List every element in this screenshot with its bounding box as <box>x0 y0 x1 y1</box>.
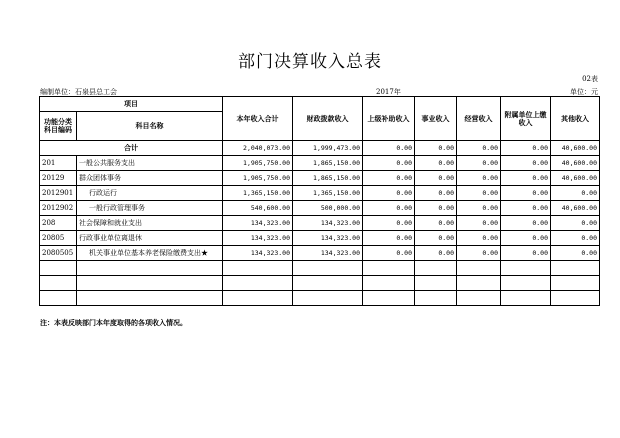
row-code: 20805 <box>40 231 77 246</box>
empty-cell <box>223 291 293 306</box>
row-value: 1,365,150.00 <box>293 186 363 201</box>
row-value: 0.00 <box>457 171 501 186</box>
form-number: 02表 <box>582 75 598 83</box>
row-value: 0.00 <box>457 246 501 261</box>
row-value: 0.00 <box>551 186 600 201</box>
row-value: 0.00 <box>501 231 551 246</box>
header-affiliated: 附属单位上缴收入 <box>501 97 551 141</box>
row-value: 0.00 <box>363 201 415 216</box>
empty-cell <box>77 276 223 291</box>
row-name: 行政事业单位离退休 <box>77 231 223 246</box>
row-value: 0.00 <box>415 216 457 231</box>
row-value: 134,323.00 <box>223 216 293 231</box>
row-code: 208 <box>40 216 77 231</box>
row-value: 0.00 <box>501 216 551 231</box>
footnote: 注：本表反映部门本年度取得的各项收入情况。 <box>40 318 187 327</box>
row-value: 500,000.00 <box>293 201 363 216</box>
header-operating: 经营收入 <box>457 97 501 141</box>
empty-cell <box>293 291 363 306</box>
row-value: 0.00 <box>457 201 501 216</box>
empty-cell <box>415 276 457 291</box>
header-project: 项目 <box>40 97 223 112</box>
row-value: 0.00 <box>363 216 415 231</box>
row-value: 1,865,150.00 <box>293 171 363 186</box>
row-value: 40,600.00 <box>551 171 600 186</box>
total-value: 40,600.00 <box>551 141 600 156</box>
empty-cell <box>77 261 223 276</box>
header-other: 其他收入 <box>551 97 600 141</box>
row-value: 0.00 <box>501 171 551 186</box>
row-code: 2012901 <box>40 186 77 201</box>
empty-cell <box>501 261 551 276</box>
header-subject-name: 科目名称 <box>77 112 223 141</box>
row-code: 2080505 <box>40 246 77 261</box>
row-value: 0.00 <box>363 231 415 246</box>
total-value: 0.00 <box>501 141 551 156</box>
row-code: 2012902 <box>40 201 77 216</box>
currency-unit: 单位：元 <box>570 88 598 96</box>
row-code: 20129 <box>40 171 77 186</box>
empty-cell <box>363 261 415 276</box>
row-value: 1,905,750.00 <box>223 156 293 171</box>
row-value: 0.00 <box>457 216 501 231</box>
row-value: 0.00 <box>415 171 457 186</box>
empty-cell <box>40 261 77 276</box>
row-value: 540,600.00 <box>223 201 293 216</box>
empty-cell <box>293 276 363 291</box>
row-name: 行政运行 <box>77 186 223 201</box>
empty-cell <box>40 291 77 306</box>
row-name: 机关事业单位基本养老保险缴费支出★ <box>77 246 223 261</box>
row-value: 0.00 <box>551 216 600 231</box>
empty-cell <box>77 291 223 306</box>
row-value: 0.00 <box>363 171 415 186</box>
row-value: 0.00 <box>415 246 457 261</box>
row-value: 134,323.00 <box>223 246 293 261</box>
empty-cell <box>501 291 551 306</box>
empty-cell <box>415 261 457 276</box>
empty-cell <box>223 276 293 291</box>
row-value: 0.00 <box>501 246 551 261</box>
header-business: 事业收入 <box>415 97 457 141</box>
total-value: 1,999,473.00 <box>293 141 363 156</box>
header-total-income: 本年收入合计 <box>223 97 293 141</box>
row-value: 0.00 <box>415 186 457 201</box>
table-row <box>40 201 600 216</box>
row-value: 0.00 <box>363 246 415 261</box>
row-value: 0.00 <box>501 156 551 171</box>
empty-row <box>40 276 600 291</box>
empty-cell <box>363 291 415 306</box>
empty-row <box>40 291 600 306</box>
row-name: 一般行政管理事务 <box>77 201 223 216</box>
total-value: 0.00 <box>457 141 501 156</box>
empty-cell <box>223 261 293 276</box>
row-value: 0.00 <box>457 186 501 201</box>
row-value: 1,905,750.00 <box>223 171 293 186</box>
row-value: 1,365,150.00 <box>223 186 293 201</box>
row-value: 0.00 <box>457 231 501 246</box>
empty-cell <box>457 261 501 276</box>
row-value: 134,323.00 <box>223 231 293 246</box>
row-name: 群众团体事务 <box>77 171 223 186</box>
empty-cell <box>551 276 600 291</box>
row-value: 0.00 <box>415 201 457 216</box>
empty-row <box>40 261 600 276</box>
table-row <box>40 171 600 186</box>
row-name: 一般公共服务支出 <box>77 156 223 171</box>
empty-cell <box>551 291 600 306</box>
row-value: 0.00 <box>415 231 457 246</box>
total-label: 合计 <box>40 141 223 156</box>
row-value: 134,323.00 <box>293 216 363 231</box>
row-value: 0.00 <box>363 156 415 171</box>
table-row <box>40 216 600 231</box>
row-value: 0.00 <box>415 156 457 171</box>
table-row <box>40 231 600 246</box>
row-value: 40,600.00 <box>551 201 600 216</box>
row-value: 0.00 <box>363 186 415 201</box>
row-code: 201 <box>40 156 77 171</box>
row-value: 1,865,150.00 <box>293 156 363 171</box>
report-year: 2017年 <box>376 88 401 96</box>
total-value: 2,040,073.00 <box>223 141 293 156</box>
row-value: 0.00 <box>501 186 551 201</box>
row-value: 0.00 <box>501 201 551 216</box>
page-title: 部门决算收入总表 <box>238 52 382 72</box>
row-name: 社会保障和就业支出 <box>77 216 223 231</box>
empty-cell <box>293 261 363 276</box>
header-func-code: 功能分类科目编码 <box>40 112 77 141</box>
empty-cell <box>363 276 415 291</box>
header-fiscal: 财政拨款收入 <box>293 97 363 141</box>
compiling-unit: 编制单位：石泉县总工会 <box>40 88 117 96</box>
empty-cell <box>501 276 551 291</box>
header-subsidy: 上级补助收入 <box>363 97 415 141</box>
total-row <box>40 141 600 156</box>
row-value: 134,323.00 <box>293 231 363 246</box>
row-value: 0.00 <box>457 156 501 171</box>
row-value: 0.00 <box>551 246 600 261</box>
table-row <box>40 246 600 261</box>
total-value: 0.00 <box>363 141 415 156</box>
income-summary-table <box>39 96 600 306</box>
table-row <box>40 156 600 171</box>
row-value: 40,600.00 <box>551 156 600 171</box>
empty-cell <box>551 261 600 276</box>
table-row <box>40 186 600 201</box>
empty-cell <box>40 276 77 291</box>
empty-cell <box>457 276 501 291</box>
row-value: 134,323.00 <box>293 246 363 261</box>
row-value: 0.00 <box>551 231 600 246</box>
total-value: 0.00 <box>415 141 457 156</box>
empty-cell <box>457 291 501 306</box>
empty-cell <box>415 291 457 306</box>
